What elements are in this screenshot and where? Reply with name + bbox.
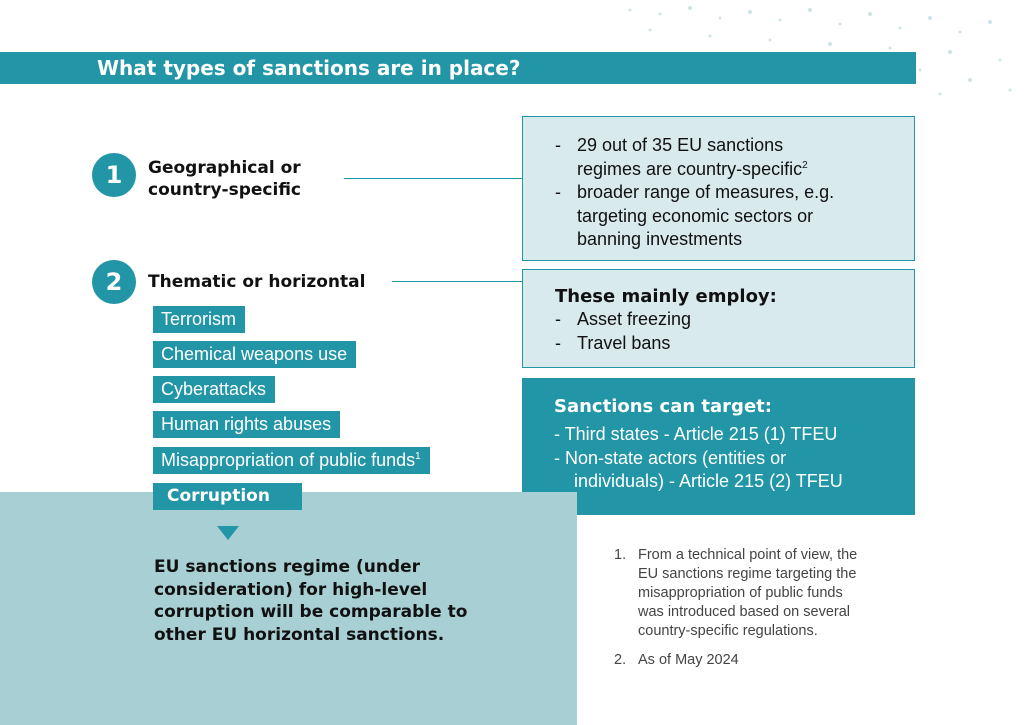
- page-title: What types of sanctions are in place?: [97, 56, 521, 80]
- connector-line-1: [344, 178, 523, 179]
- tag-corruption: Corruption: [153, 483, 302, 510]
- employ-item: - Asset freezing: [555, 309, 692, 329]
- tag-chemical-weapons: Chemical weapons use: [153, 341, 356, 368]
- conclusion-text: EU sanctions regime (under consideration) for high-level corruption will be comparable to other EU horizontal sanctions.: [154, 557, 468, 645]
- category-label-line: country-specific: [148, 180, 302, 200]
- mainly-employ-box: [522, 269, 915, 368]
- country-specific-details-list: [555, 134, 834, 252]
- sanctions-target-box: [522, 378, 915, 515]
- detail-item: - broader range of measures, e.g. targeting economic sectors or banning investments: [555, 182, 835, 249]
- connector-line-2: [392, 281, 523, 282]
- category-label-thematic: Thematic or horizontal: [148, 272, 366, 292]
- employ-item: - Travel bans: [555, 332, 671, 353]
- tag-human-rights: Human rights abuses: [153, 411, 340, 438]
- target-item: - Third states - Article 215 (1) TFEU: [554, 424, 838, 444]
- category-label-line: Geographical or: [148, 158, 301, 178]
- tag-terrorism: Terrorism: [153, 306, 245, 333]
- footnote-ref-1: 1: [415, 451, 421, 462]
- footnotes: [614, 546, 924, 680]
- category-number-1: 1: [92, 153, 136, 197]
- mainly-employ-heading: These mainly employ:: [555, 286, 777, 307]
- sanctions-target-content: [554, 395, 843, 494]
- arrow-down-icon: [217, 526, 239, 540]
- category-number-2: 2: [92, 260, 136, 304]
- footnote-ref-2: 2: [802, 159, 808, 171]
- sanctions-target-heading: Sanctions can target:: [554, 396, 772, 417]
- footnote-1: 1. From a technical point of view, the EU sanctions regime targeting the misappropriation of public funds was introduced based on several country-specific regulations.: [614, 547, 858, 639]
- footnote-2: 2. As of May 2024: [614, 652, 739, 668]
- category-label-geographical: [148, 157, 301, 201]
- country-specific-details-box: [522, 116, 915, 261]
- title-bar: [0, 52, 916, 84]
- target-item: - Non-state actors (entities or individuals) - Article 215 (2) TFEU: [554, 447, 843, 491]
- detail-item: - 29 out of 35 EU sanctions regimes are country-specific$^2$: [555, 135, 808, 179]
- tag-misappropriation: Misappropriation of public funds$^1$: [153, 447, 430, 474]
- tag-cyberattacks: Cyberattacks: [153, 376, 275, 403]
- mainly-employ-content: [555, 285, 777, 355]
